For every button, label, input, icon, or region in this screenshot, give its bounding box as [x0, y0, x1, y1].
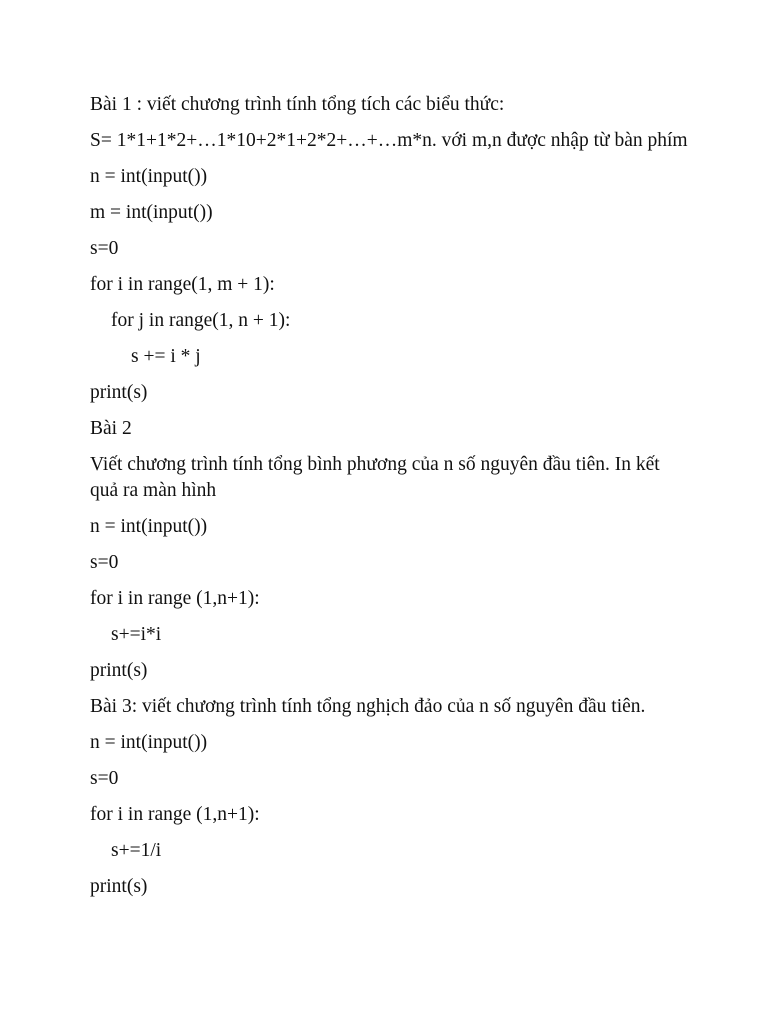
code-line: print(s) [90, 660, 148, 681]
code-line: n = int(input()) [90, 516, 208, 537]
code-line: for i in range (1,n+1): [90, 804, 260, 825]
code-line: s=0 [90, 552, 119, 573]
document-body [90, 92, 690, 910]
exercise-3-title: Bài 3: viết chương trình tính tổng nghịch đảo của n số nguyên đầu tiên. [90, 696, 646, 717]
code-line: n = int(input()) [90, 732, 208, 753]
code-line: s += i * j [131, 346, 201, 367]
code-line: print(s) [90, 876, 148, 897]
code-line: s=0 [90, 768, 119, 789]
exercise-2-description: Viết chương trình tính tổng bình phương của n số nguyên đầu tiên. In kết quả ra màn hình [90, 454, 665, 501]
exercise-1-title: Bài 1 : viết chương trình tính tổng tích các biểu thức: [90, 94, 505, 115]
code-line: s=0 [90, 238, 119, 259]
code-line: for j in range(1, n + 1): [111, 310, 291, 331]
code-line: n = int(input()) [90, 166, 208, 187]
code-line: s+=1/i [111, 840, 162, 861]
code-line: for i in range (1,n+1): [90, 588, 260, 609]
code-line: print(s) [90, 382, 148, 403]
code-line: for i in range(1, m + 1): [90, 274, 275, 295]
code-line: m = int(input()) [90, 202, 213, 223]
code-line: s+=i*i [111, 624, 162, 645]
exercise-1-formula: S= 1*1+1*2+…1*10+2*1+2*2+…+…m*n. với m,n được nhập từ bàn phím [90, 130, 688, 151]
exercise-2-title: Bài 2 [90, 418, 132, 439]
